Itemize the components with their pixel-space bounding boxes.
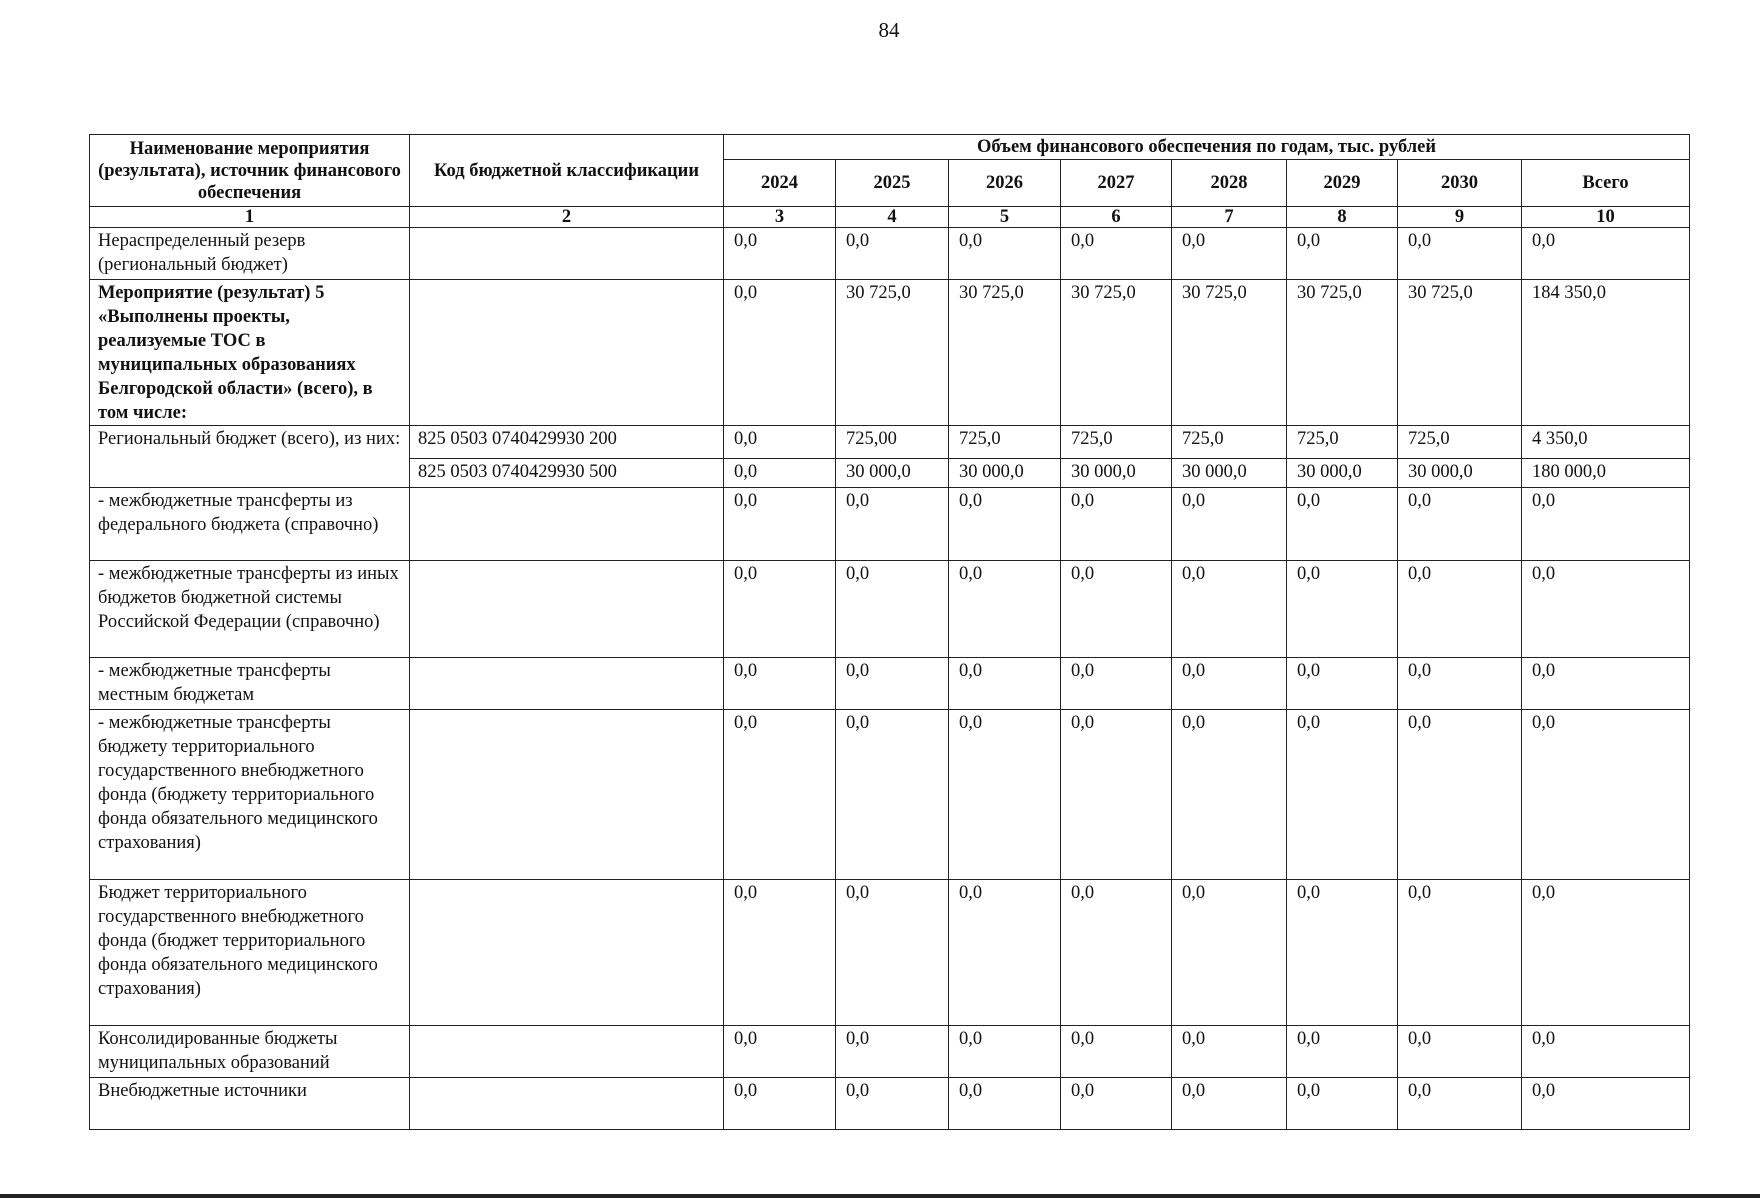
row-name: - межбюджетные трансферты из федерального бюджета (справочно) — [90, 488, 410, 561]
value-cell-total: 0,0 — [1522, 1078, 1690, 1130]
row-code — [410, 1026, 724, 1078]
column-number: 6 — [1061, 207, 1172, 228]
table-row — [90, 658, 1690, 710]
value-cell: 0,0 — [1287, 1026, 1398, 1078]
value-cell: 0,0 — [1061, 1026, 1172, 1078]
value-cell: 0,0 — [836, 228, 949, 280]
value-cell: 0,0 — [1287, 880, 1398, 1026]
value-cell: 0,0 — [836, 1078, 949, 1130]
value-cell: 0,0 — [724, 710, 836, 880]
value-cell: 30 725,0 — [836, 280, 949, 426]
value-cell: 0,0 — [836, 488, 949, 561]
value-cell: 0,0 — [836, 880, 949, 1026]
value-cell: 0,0 — [949, 1026, 1061, 1078]
header-year-2026: 2026 — [949, 160, 1061, 207]
value-cell: 0,0 — [1287, 710, 1398, 880]
value-cell: 0,0 — [724, 561, 836, 658]
value-cell: 0,0 — [1398, 228, 1522, 280]
header-event-name: Наименование мероприятия (результата), источник финансового обеспечения — [90, 135, 410, 207]
value-cell: 0,0 — [1061, 1078, 1172, 1130]
value-cell: 0,0 — [836, 561, 949, 658]
value-cell: 30 725,0 — [1172, 280, 1287, 426]
header-year-2025: 2025 — [836, 160, 949, 207]
value-cell-total: 180 000,0 — [1522, 459, 1690, 488]
value-cell: 30 725,0 — [1287, 280, 1398, 426]
value-cell: 725,0 — [1398, 426, 1522, 459]
value-cell: 0,0 — [836, 710, 949, 880]
value-cell: 0,0 — [1398, 1078, 1522, 1130]
column-number: 10 — [1522, 207, 1690, 228]
value-cell: 0,0 — [1172, 228, 1287, 280]
value-cell: 0,0 — [949, 658, 1061, 710]
value-cell: 0,0 — [1172, 710, 1287, 880]
value-cell: 0,0 — [724, 228, 836, 280]
row-name: - межбюджетные трансферты из иных бюджетов бюджетной системы Российской Федерации (справочно) — [90, 561, 410, 658]
value-cell: 0,0 — [724, 880, 836, 1026]
value-cell: 0,0 — [724, 459, 836, 488]
value-cell: 0,0 — [1287, 1078, 1398, 1130]
table-row — [90, 488, 1690, 561]
value-cell: 0,0 — [949, 1078, 1061, 1130]
value-cell: 0,0 — [1398, 561, 1522, 658]
value-cell: 0,0 — [1172, 561, 1287, 658]
value-cell: 0,0 — [949, 710, 1061, 880]
value-cell: 0,0 — [1398, 1026, 1522, 1078]
value-cell: 0,0 — [949, 228, 1061, 280]
value-cell-total: 4 350,0 — [1522, 426, 1690, 459]
value-cell: 725,0 — [1172, 426, 1287, 459]
column-number: 1 — [90, 207, 410, 228]
row-name: Мероприятие (результат) 5 «Выполнены проекты, реализуемые ТОС в муниципальных образованиях Белгородской области» (всего), в том числе: — [90, 280, 410, 426]
value-cell: 30 000,0 — [1398, 459, 1522, 488]
header-year-2030: 2030 — [1398, 160, 1522, 207]
value-cell: 0,0 — [1061, 880, 1172, 1026]
row-name: Нераспределенный резерв (региональный бюджет) — [90, 228, 410, 280]
value-cell: 30 000,0 — [1287, 459, 1398, 488]
value-cell: 0,0 — [724, 658, 836, 710]
row-code: 825 0503 0740429930 500 — [410, 459, 724, 488]
row-code — [410, 880, 724, 1026]
value-cell: 0,0 — [724, 488, 836, 561]
financing-table — [89, 134, 1690, 1130]
row-code: 825 0503 0740429930 200 — [410, 426, 724, 459]
table-row — [90, 1026, 1690, 1078]
row-name: Консолидированные бюджеты муниципальных образований — [90, 1026, 410, 1078]
table-row — [90, 880, 1690, 1026]
value-cell: 30 000,0 — [836, 459, 949, 488]
column-number: 2 — [410, 207, 724, 228]
financing-table-container — [89, 134, 1689, 1130]
row-code — [410, 1078, 724, 1130]
value-cell: 30 000,0 — [1061, 459, 1172, 488]
value-cell-total: 0,0 — [1522, 880, 1690, 1026]
header-year-2028: 2028 — [1172, 160, 1287, 207]
value-cell: 0,0 — [1061, 488, 1172, 561]
value-cell: 0,0 — [1287, 658, 1398, 710]
table-row — [90, 280, 1690, 426]
value-cell-total: 0,0 — [1522, 561, 1690, 658]
value-cell: 0,0 — [1172, 488, 1287, 561]
value-cell: 0,0 — [949, 880, 1061, 1026]
row-code — [410, 710, 724, 880]
value-cell: 0,0 — [1061, 658, 1172, 710]
row-code — [410, 561, 724, 658]
column-number: 4 — [836, 207, 949, 228]
value-cell: 725,0 — [1061, 426, 1172, 459]
value-cell: 0,0 — [1398, 658, 1522, 710]
row-name: - межбюджетные трансферты местным бюджетам — [90, 658, 410, 710]
table-row — [90, 561, 1690, 658]
value-cell: 0,0 — [836, 658, 949, 710]
table-row — [90, 426, 1690, 459]
row-code — [410, 488, 724, 561]
value-cell-total: 0,0 — [1522, 1026, 1690, 1078]
header-budget-code: Код бюджетной классификации — [410, 135, 724, 207]
row-name: Бюджет территориального государственного внебюджетного фонда (бюджет территориального фонда обязательного медицинского страхования) — [90, 880, 410, 1026]
value-cell: 0,0 — [1287, 561, 1398, 658]
header-total: Всего — [1522, 160, 1690, 207]
column-number: 8 — [1287, 207, 1398, 228]
value-cell: 30 725,0 — [1398, 280, 1522, 426]
row-name: Внебюджетные источники — [90, 1078, 410, 1130]
value-cell: 0,0 — [1398, 880, 1522, 1026]
row-code — [410, 280, 724, 426]
value-cell: 0,0 — [1172, 880, 1287, 1026]
row-code — [410, 228, 724, 280]
value-cell: 0,0 — [1061, 710, 1172, 880]
value-cell: 0,0 — [1398, 710, 1522, 880]
value-cell: 0,0 — [949, 488, 1061, 561]
value-cell: 0,0 — [949, 561, 1061, 658]
header-financing-volume: Объем финансового обеспечения по годам, тыс. рублей — [724, 135, 1690, 160]
row-code — [410, 658, 724, 710]
value-cell: 0,0 — [1172, 658, 1287, 710]
value-cell: 0,0 — [1061, 228, 1172, 280]
value-cell-total: 0,0 — [1522, 228, 1690, 280]
value-cell: 725,0 — [949, 426, 1061, 459]
value-cell: 30 000,0 — [949, 459, 1061, 488]
row-name: - межбюджетные трансферты бюджету территориального государственного внебюджетного фонда (бюджету территориального фонда обязательного медицинского страхования) — [90, 710, 410, 880]
value-cell: 725,0 — [1287, 426, 1398, 459]
header-year-2029: 2029 — [1287, 160, 1398, 207]
value-cell-total: 0,0 — [1522, 710, 1690, 880]
value-cell: 30 725,0 — [1061, 280, 1172, 426]
column-number: 9 — [1398, 207, 1522, 228]
table-row — [90, 710, 1690, 880]
value-cell: 30 725,0 — [949, 280, 1061, 426]
value-cell: 0,0 — [1398, 488, 1522, 561]
page-bottom-rule — [0, 1194, 1760, 1198]
value-cell-total: 0,0 — [1522, 488, 1690, 561]
value-cell: 30 000,0 — [1172, 459, 1287, 488]
value-cell: 0,0 — [724, 1026, 836, 1078]
value-cell-total: 0,0 — [1522, 658, 1690, 710]
value-cell: 0,0 — [1287, 228, 1398, 280]
row-name: Региональный бюджет (всего), из них: — [90, 426, 410, 488]
value-cell: 0,0 — [836, 1026, 949, 1078]
header-year-2027: 2027 — [1061, 160, 1172, 207]
value-cell: 725,00 — [836, 426, 949, 459]
table-row — [90, 1078, 1690, 1130]
value-cell: 0,0 — [724, 426, 836, 459]
value-cell: 0,0 — [1287, 488, 1398, 561]
page-number: 84 — [878, 18, 900, 42]
column-number: 5 — [949, 207, 1061, 228]
value-cell: 0,0 — [724, 280, 836, 426]
value-cell-total: 184 350,0 — [1522, 280, 1690, 426]
column-number: 3 — [724, 207, 836, 228]
value-cell: 0,0 — [1061, 561, 1172, 658]
column-number: 7 — [1172, 207, 1287, 228]
table-row — [90, 228, 1690, 280]
value-cell: 0,0 — [724, 1078, 836, 1130]
value-cell: 0,0 — [1172, 1026, 1287, 1078]
header-year-2024: 2024 — [724, 160, 836, 207]
value-cell: 0,0 — [1172, 1078, 1287, 1130]
